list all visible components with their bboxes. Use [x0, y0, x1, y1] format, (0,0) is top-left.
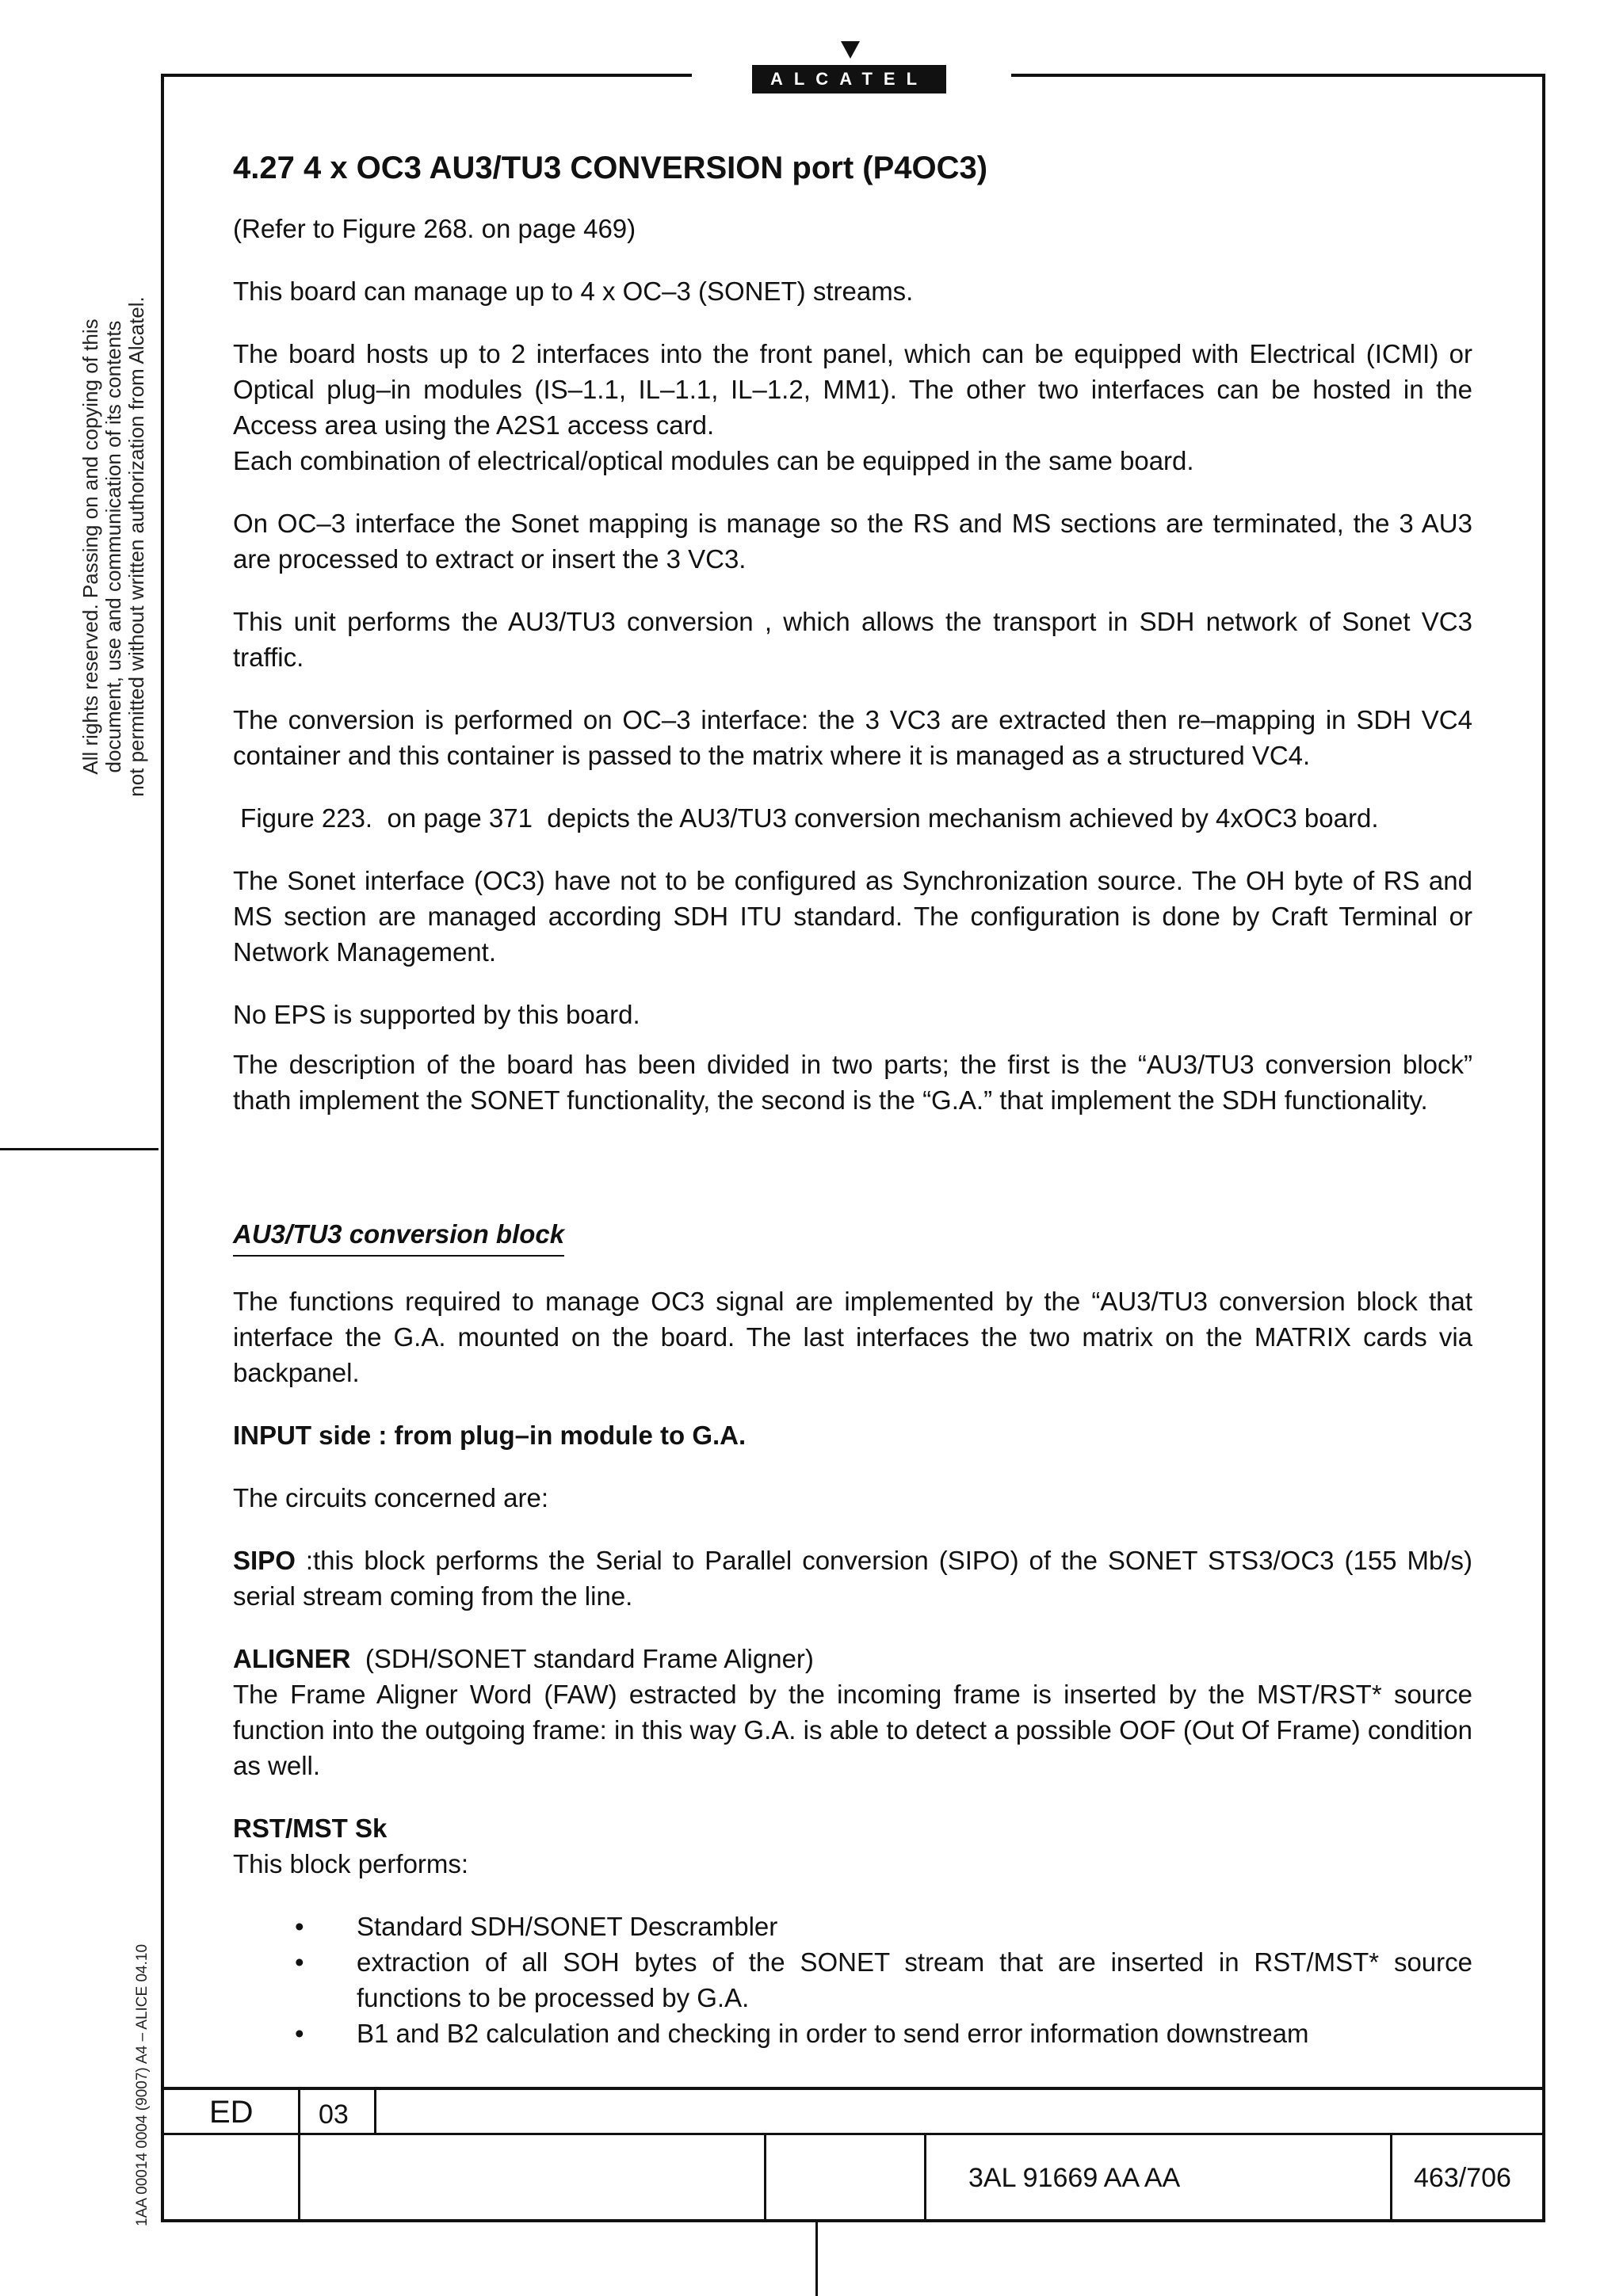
copyright-notice: All rights reserved. Passing on and copying of this document, use and communication of its contents not permitted without written authorization from Alcatel. [78, 296, 148, 797]
list-item: • Standard SDH/SONET Descrambler [295, 1909, 1472, 1944]
rst-description: RST/MST Sk This block performs: [233, 1814, 469, 1878]
bullet-icon: • [295, 2019, 304, 2048]
document-code: 1AA 00014 0004 (9007) A4 – ALICE 04.10 [134, 1943, 151, 2226]
paragraph: This unit performs the AU3/TU3 conversion , which allows the transport in SDH network of Sonet VC3 traffic. [233, 607, 1472, 672]
edition-label: ED [209, 2095, 254, 2130]
rst-label: RST/MST Sk [233, 1814, 388, 1843]
paragraph: The description of the board has been divided in two parts; the first is the “AU3/TU3 conversion block” thath implement the SONET functionality, the second is the “G.A.” that implement the SDH functionality. [233, 1050, 1472, 1115]
footer-divider [924, 2133, 926, 2222]
paragraph: The functions required to manage OC3 signal are implemented by the “AU3/TU3 conversion block that interface the G.A. mounted on the board. The last interfaces the two matrix on the MATRIX cards via backpanel. [233, 1287, 1472, 1387]
section-title: 4.27 4 x OC3 AU3/TU3 CONVERSION port (P4OC3) [233, 151, 988, 185]
list-item: • extraction of all SOH bytes of the SONET stream that are inserted in RST/MST* source functions to be processed by G.A. [295, 1944, 1472, 2016]
footer-mid-rule [161, 2133, 1545, 2135]
footer-divider [374, 2087, 376, 2134]
paragraph: On OC–3 interface the Sonet mapping is manage so the RS and MS sections are terminated, the 3 AU3 are processed to extract or insert the 3 VC3. [233, 509, 1472, 574]
alcatel-logo: ALCATEL [752, 65, 946, 93]
input-side-title: INPUT side : from plug–in module to G.A. [233, 1421, 747, 1450]
paragraph: (Refer to Figure 268. on page 469) [233, 214, 636, 243]
paragraph: The circuits concerned are: [233, 1483, 549, 1512]
footer-bottom-rule [161, 2219, 1545, 2222]
list-item: • B1 and B2 calculation and checking in order to send error information downstream [295, 2016, 1472, 2051]
paragraph: The Sonet interface (OC3) have not to be configured as Synchronization source. The OH byte of RS and MS section are managed according SDH ITU standard. The configuration is done by Craft Terminal or Network Management. [233, 866, 1472, 967]
frame-top-right [1011, 74, 1545, 77]
footer-stem [815, 2222, 818, 2296]
page-content [233, 141, 1472, 2051]
frame-top-left [161, 74, 692, 77]
edition-value: 03 [319, 2100, 349, 2130]
paragraph: Each combination of electrical/optical modules can be equipped in the same board. [233, 446, 1194, 475]
footer-divider [1390, 2133, 1392, 2222]
paragraph: No EPS is supported by this board. [233, 1000, 640, 1029]
bullet-icon: • [295, 1947, 304, 1977]
aligner-description: ALIGNER (SDH/SONET standard Frame Aligner) The Frame Aligner Word (FAW) estracted by the incoming frame is inserted by the MST/RST* source function into the outgoing frame: in this way G.A. is able to detect a possible OOF (Out Of Frame) condition as well. [233, 1644, 1472, 1780]
footer-top-rule [161, 2087, 1545, 2090]
bullet-icon: • [295, 1912, 304, 1941]
alcatel-logo-triangle-icon [841, 41, 860, 59]
document-number: 3AL 91669 AA AA [968, 2163, 1181, 2193]
frame-right [1542, 74, 1545, 2222]
paragraph: Figure 223. on page 371 depicts the AU3/TU3 conversion mechanism achieved by 4xOC3 board. [233, 803, 1379, 833]
paragraph: This board can manage up to 4 x OC–3 (SONET) streams. [233, 277, 914, 306]
footer-divider [764, 2133, 766, 2222]
footer-divider [298, 2087, 300, 2222]
sipo-label: SIPO [233, 1546, 296, 1575]
conversion-block-subtitle: AU3/TU3 conversion block [233, 1217, 564, 1257]
aligner-label: ALIGNER [233, 1644, 351, 1673]
rst-function-list [295, 1909, 1472, 2051]
paragraph: The board hosts up to 2 interfaces into the front panel, which can be equipped with Electrical (ICMI) or Optical plug–in modules (IS–1.1, IL–1.1, IL–1.2, MM1). The other two interfaces can be hosted in the Access area using the A2S1 access card. [233, 339, 1472, 440]
margin-mark [0, 1148, 158, 1150]
sipo-description: SIPO :this block performs the Serial to Parallel conversion (SIPO) of the SONET STS3/OC3 (155 Mb/s) serial stream coming from the line. [233, 1546, 1472, 1611]
frame-left [161, 74, 164, 2222]
page-number: 463/706 [1414, 2163, 1511, 2193]
paragraph: The conversion is performed on OC–3 interface: the 3 VC3 are extracted then re–mapping in SDH VC4 container and this container is passed to the matrix where it is managed as a structured VC4. [233, 705, 1472, 770]
